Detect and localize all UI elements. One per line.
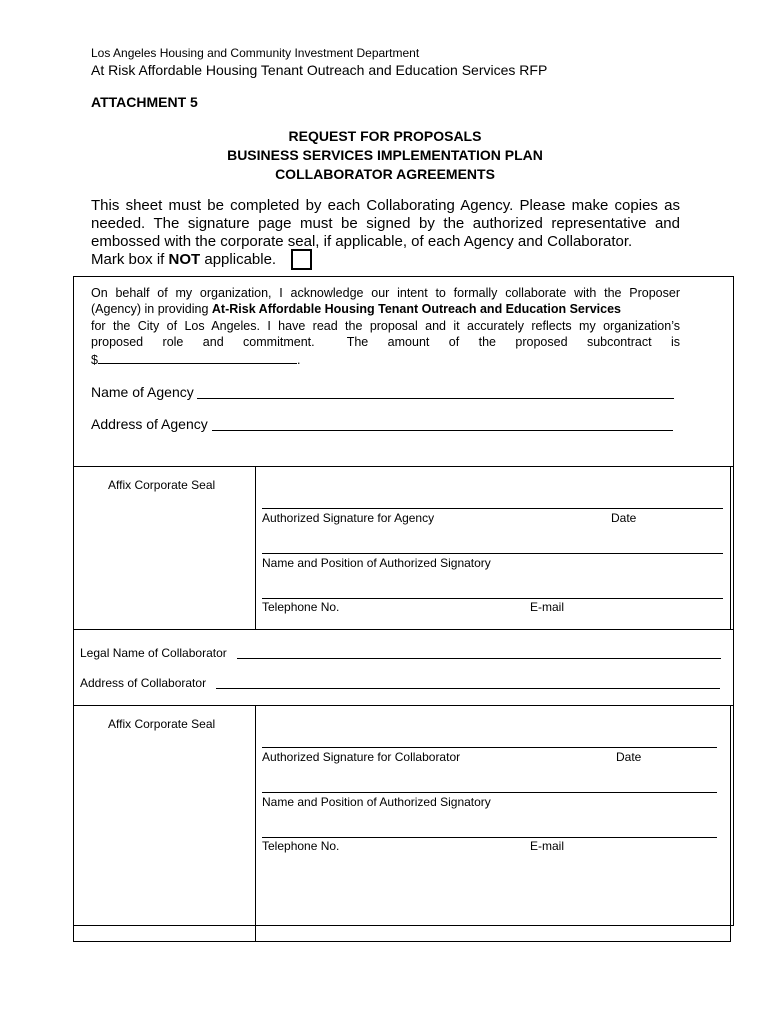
title-line-3: COLLABORATOR AGREEMENTS [275, 166, 495, 182]
collaborator-signatory-field[interactable] [262, 792, 717, 793]
collaborator-email-label: E-mail [530, 839, 565, 853]
collaborator-seal-label: Affix Corporate Seal [108, 717, 216, 731]
program-name: At-Risk Affordable Housing Tenant Outreach and Education Services [211, 302, 622, 316]
instructions-line-1: This sheet must be completed by each Collaborating Agency. Please make copies as [91, 197, 680, 214]
mark-prefix: Mark box if [91, 251, 169, 268]
mark-box-instruction [91, 251, 276, 268]
agency-date-label: Date [611, 511, 637, 525]
title-line-1: REQUEST FOR PROPOSALS [288, 128, 482, 144]
agency-seal-label: Affix Corporate Seal [108, 478, 216, 492]
agency-email-label: E-mail [530, 600, 565, 614]
agency-signature-field[interactable] [262, 508, 723, 509]
collaborator-signature-field[interactable] [262, 747, 717, 748]
collaborator-legal-name-field[interactable] [237, 658, 721, 659]
mark-not: NOT [168, 251, 201, 268]
dollar-sign: $ [91, 353, 98, 367]
amount-period: . [296, 353, 301, 367]
agency-signature-label: Authorized Signature for Agency [262, 511, 435, 525]
collaborator-date-label: Date [616, 750, 642, 764]
agreement-line-3: for the City of Los Angeles. I have read the proposal and it accurately reflects my organization’s [91, 319, 680, 333]
agency-signatory-field[interactable] [262, 553, 723, 554]
collaborator-address-label: Address of Collaborator [80, 676, 207, 690]
collaborator-signature-label: Authorized Signature for Collaborator [262, 750, 461, 764]
department-name: Los Angeles Housing and Community Investment Department [91, 46, 420, 60]
collaborator-telephone-label: Telephone No. [262, 839, 340, 853]
agency-address-label: Address of Agency [91, 416, 208, 432]
agreement-line-2-prefix: (Agency) in providing [91, 302, 212, 316]
subcontract-amount [91, 351, 300, 367]
agency-name-label: Name of Agency [91, 384, 194, 400]
agency-telephone-label: Telephone No. [262, 600, 340, 614]
agency-contact-field[interactable] [262, 598, 723, 599]
subcontract-amount-field[interactable] [98, 351, 297, 364]
agency-signatory-label: Name and Position of Authorized Signatory [262, 556, 491, 570]
collaborator-contact-field[interactable] [262, 837, 717, 838]
agency-name-field[interactable] [197, 398, 674, 399]
rfp-title: At Risk Affordable Housing Tenant Outreach and Education Services RFP [91, 62, 548, 78]
mark-suffix: applicable. [200, 251, 277, 268]
agreement-line-1: On behalf of my organization, I acknowledge our intent to formally collaborate with the Proposer [91, 286, 680, 300]
collaborator-legal-name-label: Legal Name of Collaborator [80, 646, 227, 660]
attachment-label: ATTACHMENT 5 [91, 94, 198, 110]
collaborator-signatory-label: Name and Position of Authorized Signatory [262, 795, 491, 809]
instructions-line-2: needed. The signature page must be signed by the authorized representative and [91, 215, 680, 232]
not-applicable-checkbox[interactable] [291, 249, 312, 270]
instructions-line-3: embossed with the corporate seal, if applicable, of each Agency and Collaborator. [91, 233, 633, 250]
agency-address-field[interactable] [212, 430, 673, 431]
agreement-line-2 [91, 302, 621, 316]
agreement-line-4: proposed role and commitment. The amount of the proposed subcontract is [91, 335, 680, 349]
title-line-2: BUSINESS SERVICES IMPLEMENTATION PLAN [227, 147, 543, 163]
collaborator-address-field[interactable] [216, 688, 720, 689]
